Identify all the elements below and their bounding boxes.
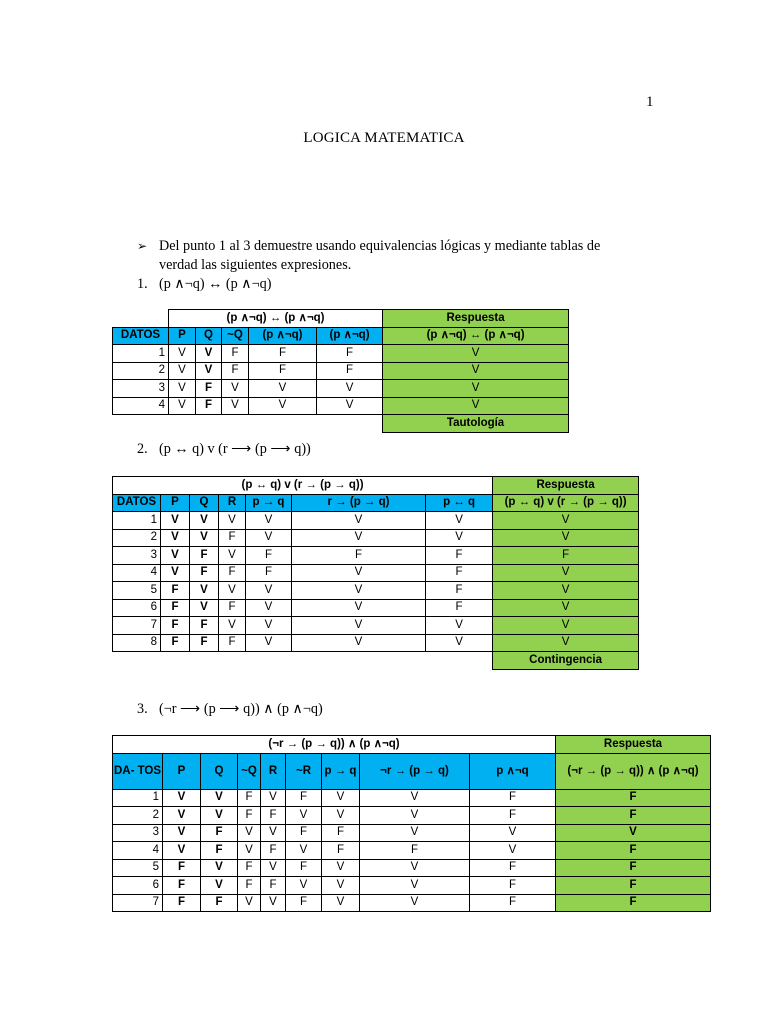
table-cell: V	[261, 824, 286, 842]
table-cell: V	[219, 512, 246, 530]
table-cell: V	[322, 807, 360, 825]
row-number: 6	[113, 599, 161, 617]
table-cell: V	[292, 599, 426, 617]
table-row	[113, 634, 639, 652]
table-cell: F	[426, 547, 493, 565]
table-cell: V	[317, 397, 383, 415]
table-cell: V	[470, 824, 556, 842]
truth-table-2	[112, 476, 639, 670]
column-header: (p ∧¬q)	[249, 327, 317, 345]
table-cell: F	[161, 634, 190, 652]
table-1-group-header-row	[113, 310, 569, 328]
row-number: 3	[113, 380, 169, 398]
row-number: 3	[113, 547, 161, 565]
table-3-answer-header: Respuesta	[556, 736, 711, 754]
row-number: 7	[113, 894, 163, 912]
table-row	[113, 582, 639, 600]
table-cell: F	[163, 894, 201, 912]
table-cell: F	[246, 564, 292, 582]
table-cell: F	[163, 877, 201, 895]
table-row	[113, 564, 639, 582]
table-cell: F	[426, 599, 493, 617]
row-number: 1	[113, 345, 169, 363]
table-row	[113, 807, 711, 825]
row-number: 5	[113, 859, 163, 877]
table-cell: F	[161, 599, 190, 617]
answer-cell: F	[556, 842, 711, 860]
table-cell: F	[426, 564, 493, 582]
question-2-line	[137, 441, 311, 458]
page-number: 1	[646, 94, 654, 110]
table-cell: F	[238, 789, 261, 807]
table-cell: V	[292, 564, 426, 582]
table-cell: V	[219, 617, 246, 635]
table-cell: V	[322, 877, 360, 895]
table-cell: V	[196, 362, 222, 380]
table-cell: V	[426, 529, 493, 547]
table-cell: V	[292, 529, 426, 547]
table-3-group-header-row	[113, 736, 711, 754]
table-cell: F	[317, 345, 383, 363]
truth-table-3	[112, 735, 711, 912]
answer-cell: V	[556, 824, 711, 842]
table-cell: V	[246, 529, 292, 547]
table-cell: V	[190, 529, 219, 547]
table-cell: V	[360, 894, 470, 912]
table-cell: F	[222, 345, 249, 363]
column-header: ~Q	[222, 327, 249, 345]
table-cell: V	[470, 842, 556, 860]
table-cell: V	[246, 599, 292, 617]
row-number: 4	[113, 842, 163, 860]
table-cell: F	[222, 362, 249, 380]
table-cell: V	[426, 512, 493, 530]
table-cell: F	[161, 582, 190, 600]
table-cell: V	[190, 599, 219, 617]
table-1-column-header-row	[113, 327, 569, 345]
row-number: 2	[113, 529, 161, 547]
table-1-result: Tautología	[383, 415, 569, 433]
table-1-group-header: (p ∧¬q) ↔ (p ∧¬q)	[169, 310, 383, 328]
table-cell: V	[163, 824, 201, 842]
question-3-line	[137, 701, 323, 718]
table-1-result-row	[113, 415, 569, 433]
column-header: p → q	[322, 753, 360, 789]
column-header: Q	[201, 753, 238, 789]
answer-cell: F	[556, 877, 711, 895]
table-cell: V	[292, 617, 426, 635]
answer-column-header: (p ∧¬q) ↔ (p ∧¬q)	[383, 327, 569, 345]
table-cell: V	[292, 512, 426, 530]
table-row	[113, 512, 639, 530]
answer-column-header: (¬r → (p → q)) ∧ (p ∧¬q)	[556, 753, 711, 789]
question-2-number: 2.	[137, 441, 148, 457]
row-number: 3	[113, 824, 163, 842]
table-cell: V	[249, 397, 317, 415]
table-cell: V	[219, 582, 246, 600]
table-cell: V	[360, 877, 470, 895]
answer-cell: V	[493, 512, 639, 530]
question-1-number: 1.	[137, 276, 148, 292]
column-header: r → (p → q)	[292, 494, 426, 512]
answer-cell: F	[556, 807, 711, 825]
column-header: R	[261, 753, 286, 789]
answer-cell: V	[493, 582, 639, 600]
table-cell: V	[246, 582, 292, 600]
row-number: 4	[113, 397, 169, 415]
table-cell: V	[286, 842, 322, 860]
table-3-group-header: (¬r → (p → q)) ∧ (p ∧¬q)	[113, 736, 556, 754]
column-header: (p ∧¬q)	[317, 327, 383, 345]
table-row	[113, 599, 639, 617]
table-cell: F	[470, 894, 556, 912]
column-header: Q	[196, 327, 222, 345]
table-cell: F	[470, 807, 556, 825]
table-cell: V	[261, 894, 286, 912]
row-number: 2	[113, 807, 163, 825]
table-cell: F	[317, 362, 383, 380]
table-cell: V	[222, 380, 249, 398]
table-cell: F	[249, 345, 317, 363]
column-header: p ↔ q	[426, 494, 493, 512]
column-header: ¬r → (p → q)	[360, 753, 470, 789]
table-cell: F	[190, 617, 219, 635]
table-cell: V	[161, 564, 190, 582]
table-cell: V	[163, 842, 201, 860]
table-cell: F	[219, 529, 246, 547]
table-cell: F	[190, 634, 219, 652]
question-2-expression: (p ↔ q) v (r ⟶ (p ⟶ q))	[159, 441, 311, 457]
table-cell: V	[222, 397, 249, 415]
row-number: 2	[113, 362, 169, 380]
table-row	[113, 894, 711, 912]
table-cell: V	[322, 859, 360, 877]
table-row	[113, 789, 711, 807]
table-cell: V	[169, 397, 196, 415]
table-cell: F	[201, 842, 238, 860]
table-cell: V	[163, 789, 201, 807]
table-row	[113, 397, 569, 415]
row-number: 8	[113, 634, 161, 652]
table-2-answer-header: Respuesta	[493, 477, 639, 495]
table-cell: F	[360, 842, 470, 860]
table-cell: V	[169, 345, 196, 363]
table-row	[113, 345, 569, 363]
answer-cell: F	[556, 789, 711, 807]
table-cell: V	[201, 807, 238, 825]
table-cell: V	[261, 789, 286, 807]
table-cell: V	[161, 512, 190, 530]
table-cell: V	[161, 547, 190, 565]
table-row	[113, 547, 639, 565]
column-header: ~Q	[238, 753, 261, 789]
table-cell: V	[360, 807, 470, 825]
arrow-bullet-icon: ➢	[137, 239, 148, 253]
table-1-answer-header: Respuesta	[383, 310, 569, 328]
column-header: Q	[190, 494, 219, 512]
row-number: 6	[113, 877, 163, 895]
table-2-result-row	[113, 652, 639, 670]
table-row	[113, 362, 569, 380]
question-3-number: 3.	[137, 701, 148, 717]
answer-cell: V	[493, 529, 639, 547]
table-cell: F	[261, 842, 286, 860]
answer-cell: V	[493, 564, 639, 582]
table-2-column-header-row	[113, 494, 639, 512]
document-title: LOGICA MATEMATICA	[303, 130, 465, 146]
answer-cell: V	[383, 397, 569, 415]
table-cell: F	[249, 362, 317, 380]
answer-cell: V	[493, 617, 639, 635]
table-cell: V	[238, 894, 261, 912]
table-cell: V	[201, 859, 238, 877]
table-cell: F	[163, 859, 201, 877]
table-row	[113, 877, 711, 895]
table-cell: V	[238, 824, 261, 842]
table-cell: F	[286, 789, 322, 807]
table-cell: V	[238, 842, 261, 860]
table-cell: F	[261, 877, 286, 895]
table-row	[113, 842, 711, 860]
table-cell: V	[246, 512, 292, 530]
table-cell: V	[286, 877, 322, 895]
table-cell: V	[190, 512, 219, 530]
table-cell: V	[246, 634, 292, 652]
table-row	[113, 380, 569, 398]
answer-cell: V	[493, 599, 639, 617]
table-cell: V	[246, 617, 292, 635]
column-header: P	[161, 494, 190, 512]
table-cell: F	[190, 564, 219, 582]
table-2-group-header: (p ↔ q) v (r → (p → q))	[113, 477, 493, 495]
table-cell: F	[201, 824, 238, 842]
column-header: p → q	[246, 494, 292, 512]
table-2-group-header-row	[113, 477, 639, 495]
row-number: 5	[113, 582, 161, 600]
answer-cell: V	[383, 345, 569, 363]
table-cell: F	[286, 824, 322, 842]
table-cell: F	[238, 877, 261, 895]
table-cell: V	[292, 634, 426, 652]
question-1-line	[137, 276, 271, 293]
table-cell: V	[169, 362, 196, 380]
instructions-bullet	[137, 237, 637, 275]
question-1-expression: (p ∧¬q) ↔ (p ∧¬q)	[159, 276, 272, 292]
table-cell: F	[426, 582, 493, 600]
table-row	[113, 859, 711, 877]
table-cell: F	[286, 859, 322, 877]
column-header: P	[163, 753, 201, 789]
table-cell: F	[286, 894, 322, 912]
table-cell: F	[196, 397, 222, 415]
table-cell: V	[360, 824, 470, 842]
table-cell: F	[190, 547, 219, 565]
table-cell: V	[161, 529, 190, 547]
row-number: 7	[113, 617, 161, 635]
column-header: DATOS	[113, 327, 169, 345]
row-number: 1	[113, 789, 163, 807]
table-2-result: Contingencia	[493, 652, 639, 670]
table-cell: V	[201, 789, 238, 807]
table-cell: V	[219, 547, 246, 565]
table-cell: V	[169, 380, 196, 398]
table-cell: V	[426, 617, 493, 635]
table-row	[113, 824, 711, 842]
table-cell: F	[161, 617, 190, 635]
table-cell: F	[238, 859, 261, 877]
table-cell: V	[196, 345, 222, 363]
table-cell: F	[238, 807, 261, 825]
table-cell: V	[322, 789, 360, 807]
table-cell: F	[219, 599, 246, 617]
table-cell: V	[292, 582, 426, 600]
table-row	[113, 529, 639, 547]
truth-table-1	[112, 309, 569, 433]
question-3-expression: (¬r ⟶ (p ⟶ q)) ∧ (p ∧¬q)	[159, 701, 323, 717]
table-cell: F	[196, 380, 222, 398]
answer-column-header: (p ↔ q) v (r → (p → q))	[493, 494, 639, 512]
table-3-column-header-row	[113, 753, 711, 789]
table-cell: F	[470, 859, 556, 877]
table-cell: F	[322, 824, 360, 842]
table-cell: V	[249, 380, 317, 398]
column-header: ~R	[286, 753, 322, 789]
column-header: DATOS	[113, 494, 161, 512]
answer-cell: V	[383, 380, 569, 398]
row-number: 1	[113, 512, 161, 530]
answer-cell: V	[493, 634, 639, 652]
table-cell: F	[470, 789, 556, 807]
answer-cell: F	[556, 859, 711, 877]
table-cell: F	[201, 894, 238, 912]
table-cell: V	[261, 859, 286, 877]
answer-cell: F	[556, 894, 711, 912]
column-header: P	[169, 327, 196, 345]
row-number: 4	[113, 564, 161, 582]
table-cell: V	[317, 380, 383, 398]
table-cell: F	[219, 634, 246, 652]
instructions-text: Del punto 1 al 3 demuestre usando equivalencias lógicas y mediante tablas de verdad las siguientes expresiones.	[159, 238, 601, 273]
column-header: p ∧¬q	[470, 753, 556, 789]
table-cell: V	[360, 789, 470, 807]
table-cell: V	[426, 634, 493, 652]
table-cell: F	[219, 564, 246, 582]
answer-cell: F	[493, 547, 639, 565]
table-cell: F	[322, 842, 360, 860]
table-cell: V	[190, 582, 219, 600]
column-header: R	[219, 494, 246, 512]
column-header: DA- TOS	[113, 753, 163, 789]
table-cell: V	[360, 859, 470, 877]
table-cell: F	[246, 547, 292, 565]
table-cell: F	[292, 547, 426, 565]
answer-cell: V	[383, 362, 569, 380]
table-cell: V	[322, 894, 360, 912]
table-row	[113, 617, 639, 635]
table-cell: V	[286, 807, 322, 825]
table-cell: V	[201, 877, 238, 895]
table-cell: F	[261, 807, 286, 825]
table-cell: F	[470, 877, 556, 895]
table-cell: V	[163, 807, 201, 825]
